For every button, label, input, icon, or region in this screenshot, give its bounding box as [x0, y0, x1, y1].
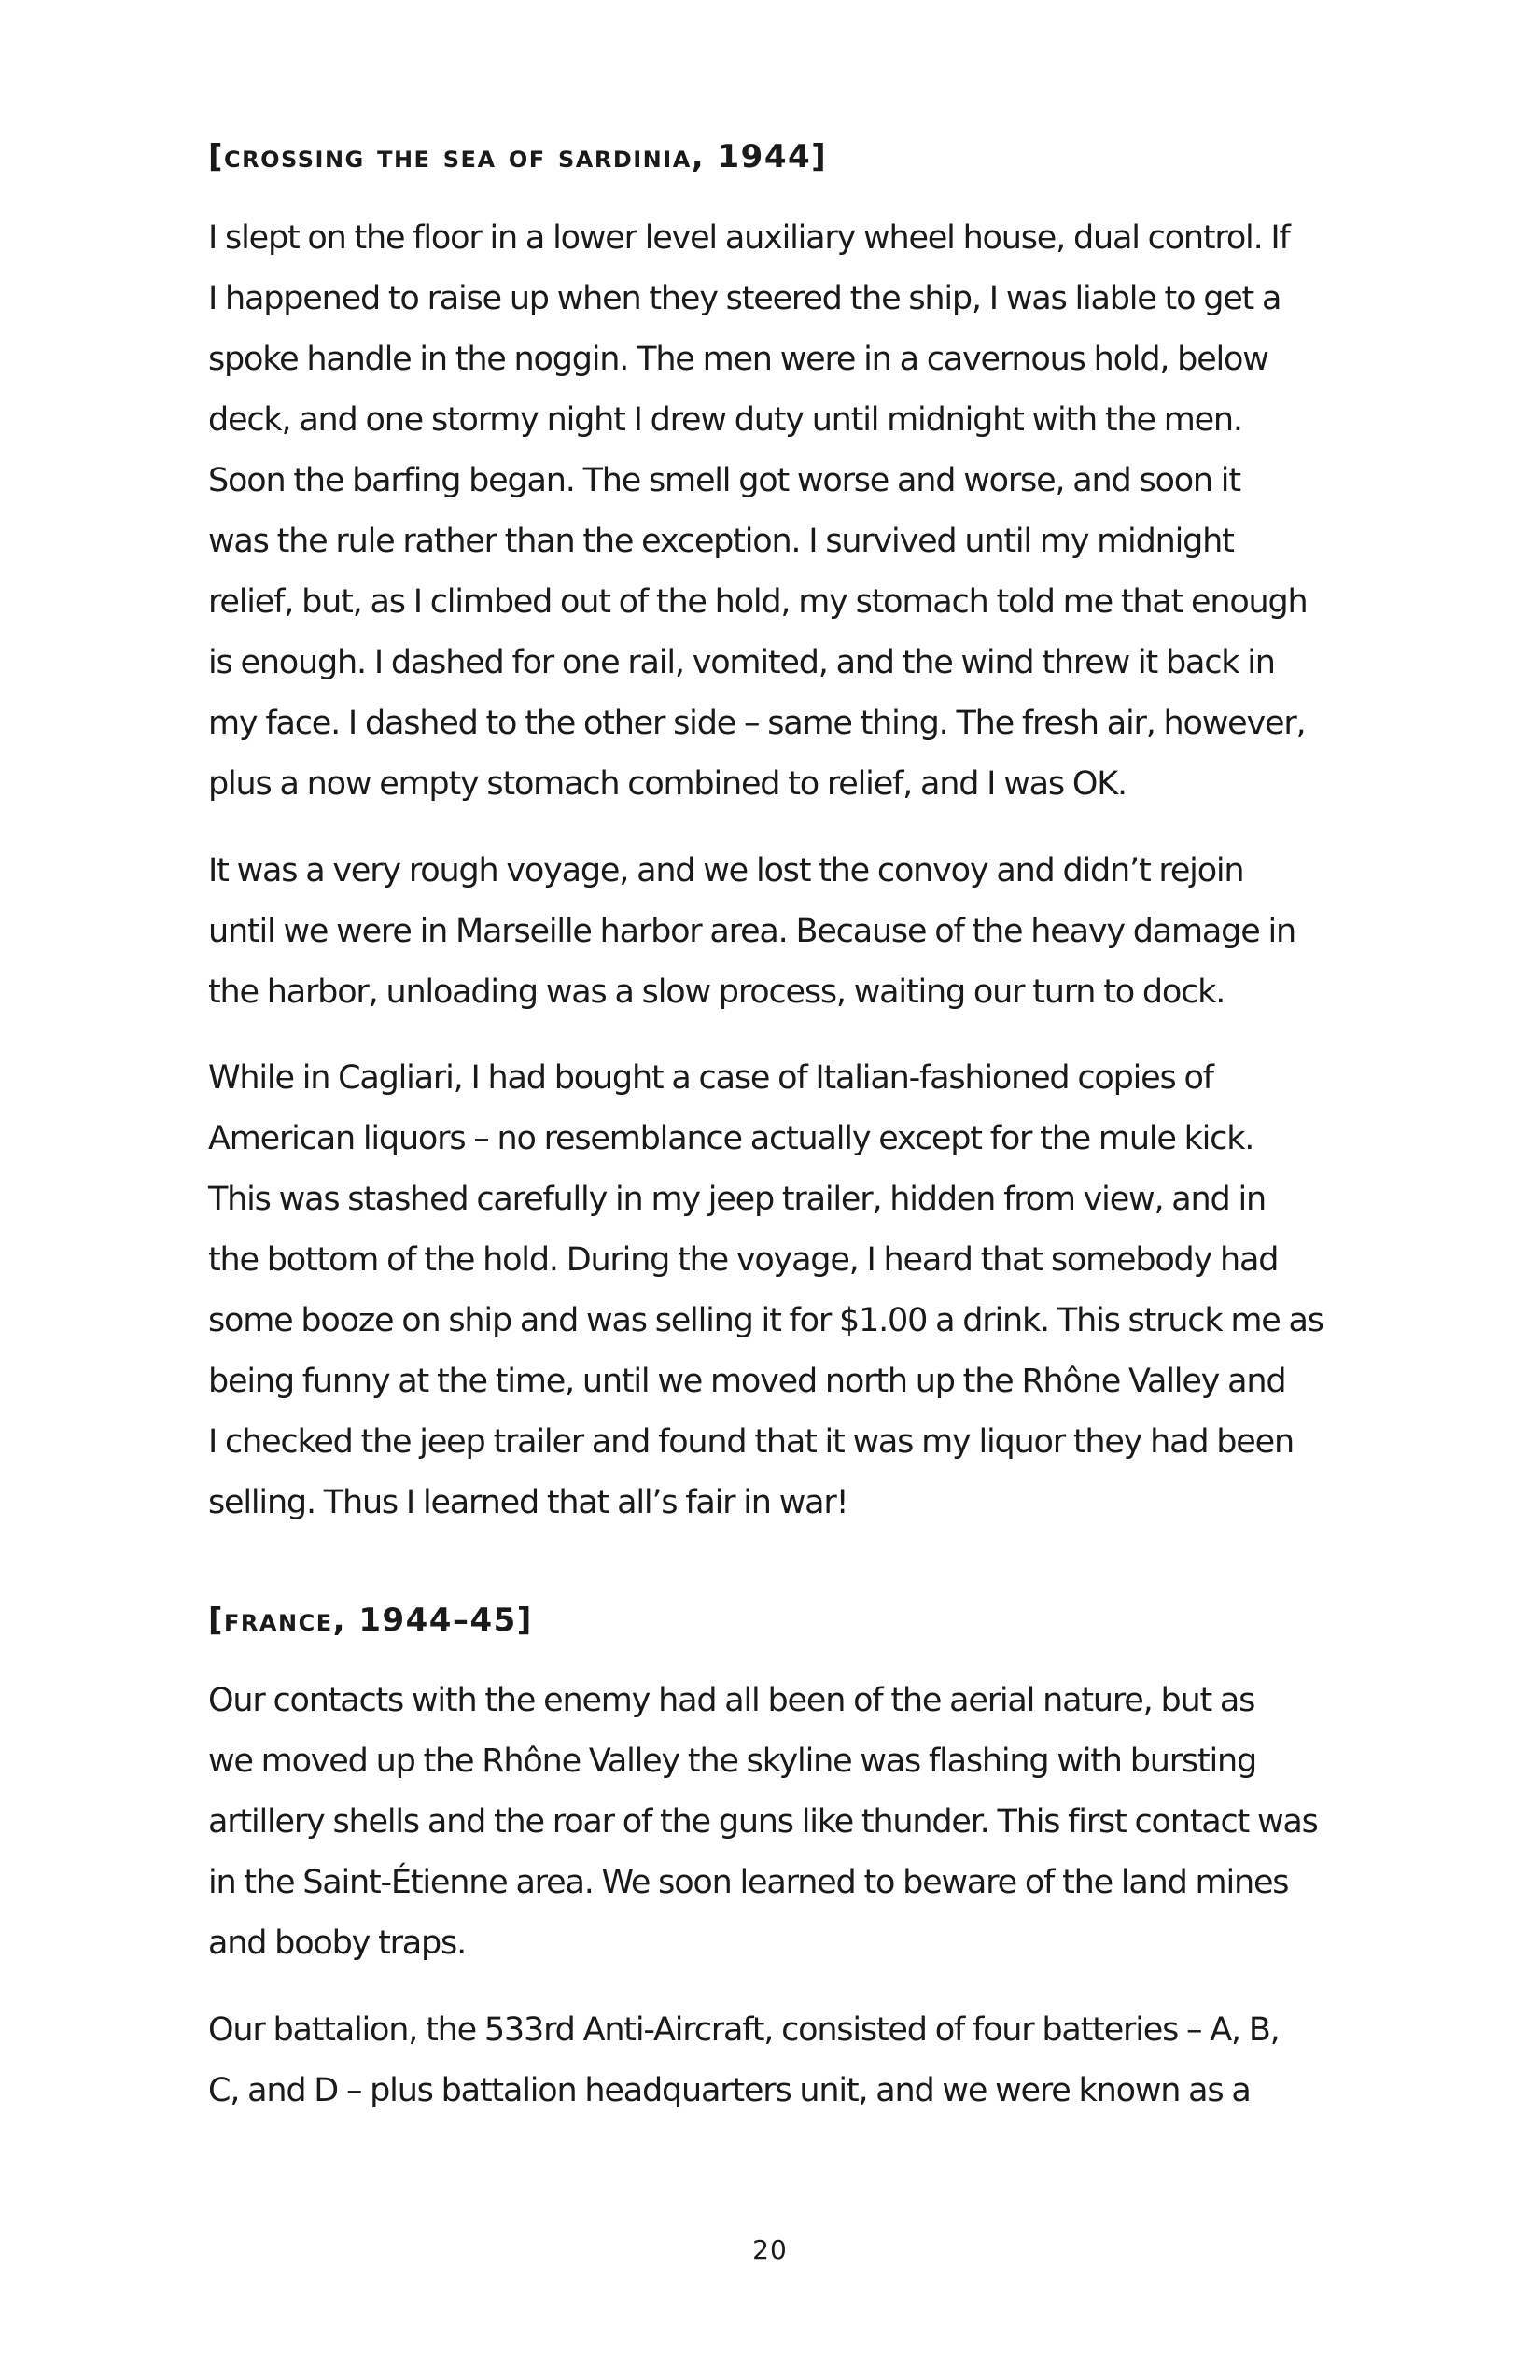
text-line: some booze on ship and was selling it for $1.00 a drink. This struck me as	[208, 1302, 1323, 1339]
text-line: the bottom of the hold. During the voyage, I heard that somebody had	[208, 1241, 1279, 1279]
text-line: is enough. I dashed for one rail, vomited, and the wind threw it back in	[208, 644, 1275, 681]
paragraph-enemy-contact	[208, 1671, 1328, 1974]
text-line: the harbor, unloading was a slow process, waiting our turn to dock.	[208, 973, 1225, 1011]
paragraph-cagliari-liquor	[208, 1048, 1328, 1533]
text-line: spoke handle in the noggin. The men were in a cavernous hold, below	[208, 341, 1268, 378]
paragraph	[208, 841, 1328, 1023]
text-line: deck, and one stormy night I drew duty until midnight with the men.	[208, 401, 1242, 439]
text-line: Our contacts with the enemy had all been of the aerial nature, but as	[208, 1682, 1255, 1719]
paragraph-battalion	[208, 2000, 1328, 2121]
page-number: 20	[752, 2234, 788, 2265]
paragraph	[208, 208, 1328, 815]
text-line: This was stashed carefully in my jeep trailer, hidden from view, and in	[208, 1181, 1266, 1218]
section-heading-france	[208, 1598, 1328, 1643]
paragraph-wheel-house	[208, 208, 1328, 815]
text-line: I happened to raise up when they steered the ship, I was liable to get a	[208, 280, 1281, 317]
text-line: being funny at the time, until we moved north up the Rhône Valley and	[208, 1363, 1286, 1400]
text-line: was the rule rather than the exception. I survived until my midnight	[208, 523, 1234, 560]
text-line: in the Saint-Étienne area. We soon learned to beware of the land mines	[208, 1864, 1289, 1901]
text-line: Soon the barfing began. The smell got worse and worse, and soon it	[208, 462, 1240, 499]
text-line: we moved up the Rhône Valley the skyline was flashing with bursting	[208, 1743, 1256, 1780]
section-heading-sardinia	[208, 134, 1328, 179]
text-line: Our battalion, the 533rd Anti-Aircraft, consisted of four batteries – A, B,	[208, 2011, 1280, 2049]
text-line: American liquors – no resemblance actually except for the mule kick.	[208, 1120, 1254, 1157]
text-line: my face. I dashed to the other side – same thing. The fresh air, however,	[208, 705, 1306, 742]
text-line: I checked the jeep trailer and found that it was my liquor they had been	[208, 1423, 1294, 1461]
text-line: until we were in Marseille harbor area. Because of the heavy damage in	[208, 913, 1295, 950]
text-line: It was a very rough voyage, and we lost the convoy and didn’t rejoin	[208, 852, 1244, 889]
text-line: and booby traps.	[208, 1925, 467, 1962]
text-line: I slept on the floor in a lower level auxiliary wheel house, dual control. If	[208, 219, 1290, 257]
paragraph	[208, 2000, 1328, 2121]
text-line: relief, but, as I climbed out of the hold, my stomach told me that enough	[208, 583, 1308, 621]
text-line: selling. Thus I learned that all’s fair in war!	[208, 1484, 848, 1521]
section-heading: [crossing the sea of sardinia, 1944]	[208, 138, 828, 175]
paragraph-rough-voyage	[208, 841, 1328, 1023]
text-line: While in Cagliari, I had bought a case of Italian-fashioned copies of	[208, 1059, 1213, 1097]
text-line: plus a now empty stomach combined to relief, and I was OK.	[208, 765, 1127, 803]
paragraph	[208, 1048, 1328, 1533]
text-line: artillery shells and the roar of the guns like thunder. This first contact was	[208, 1803, 1318, 1841]
text-line: C, and D – plus battalion headquarters unit, and we were known as a	[208, 2072, 1251, 2109]
section-heading: [france, 1944–45]	[208, 1602, 533, 1639]
paragraph	[208, 1671, 1328, 1974]
